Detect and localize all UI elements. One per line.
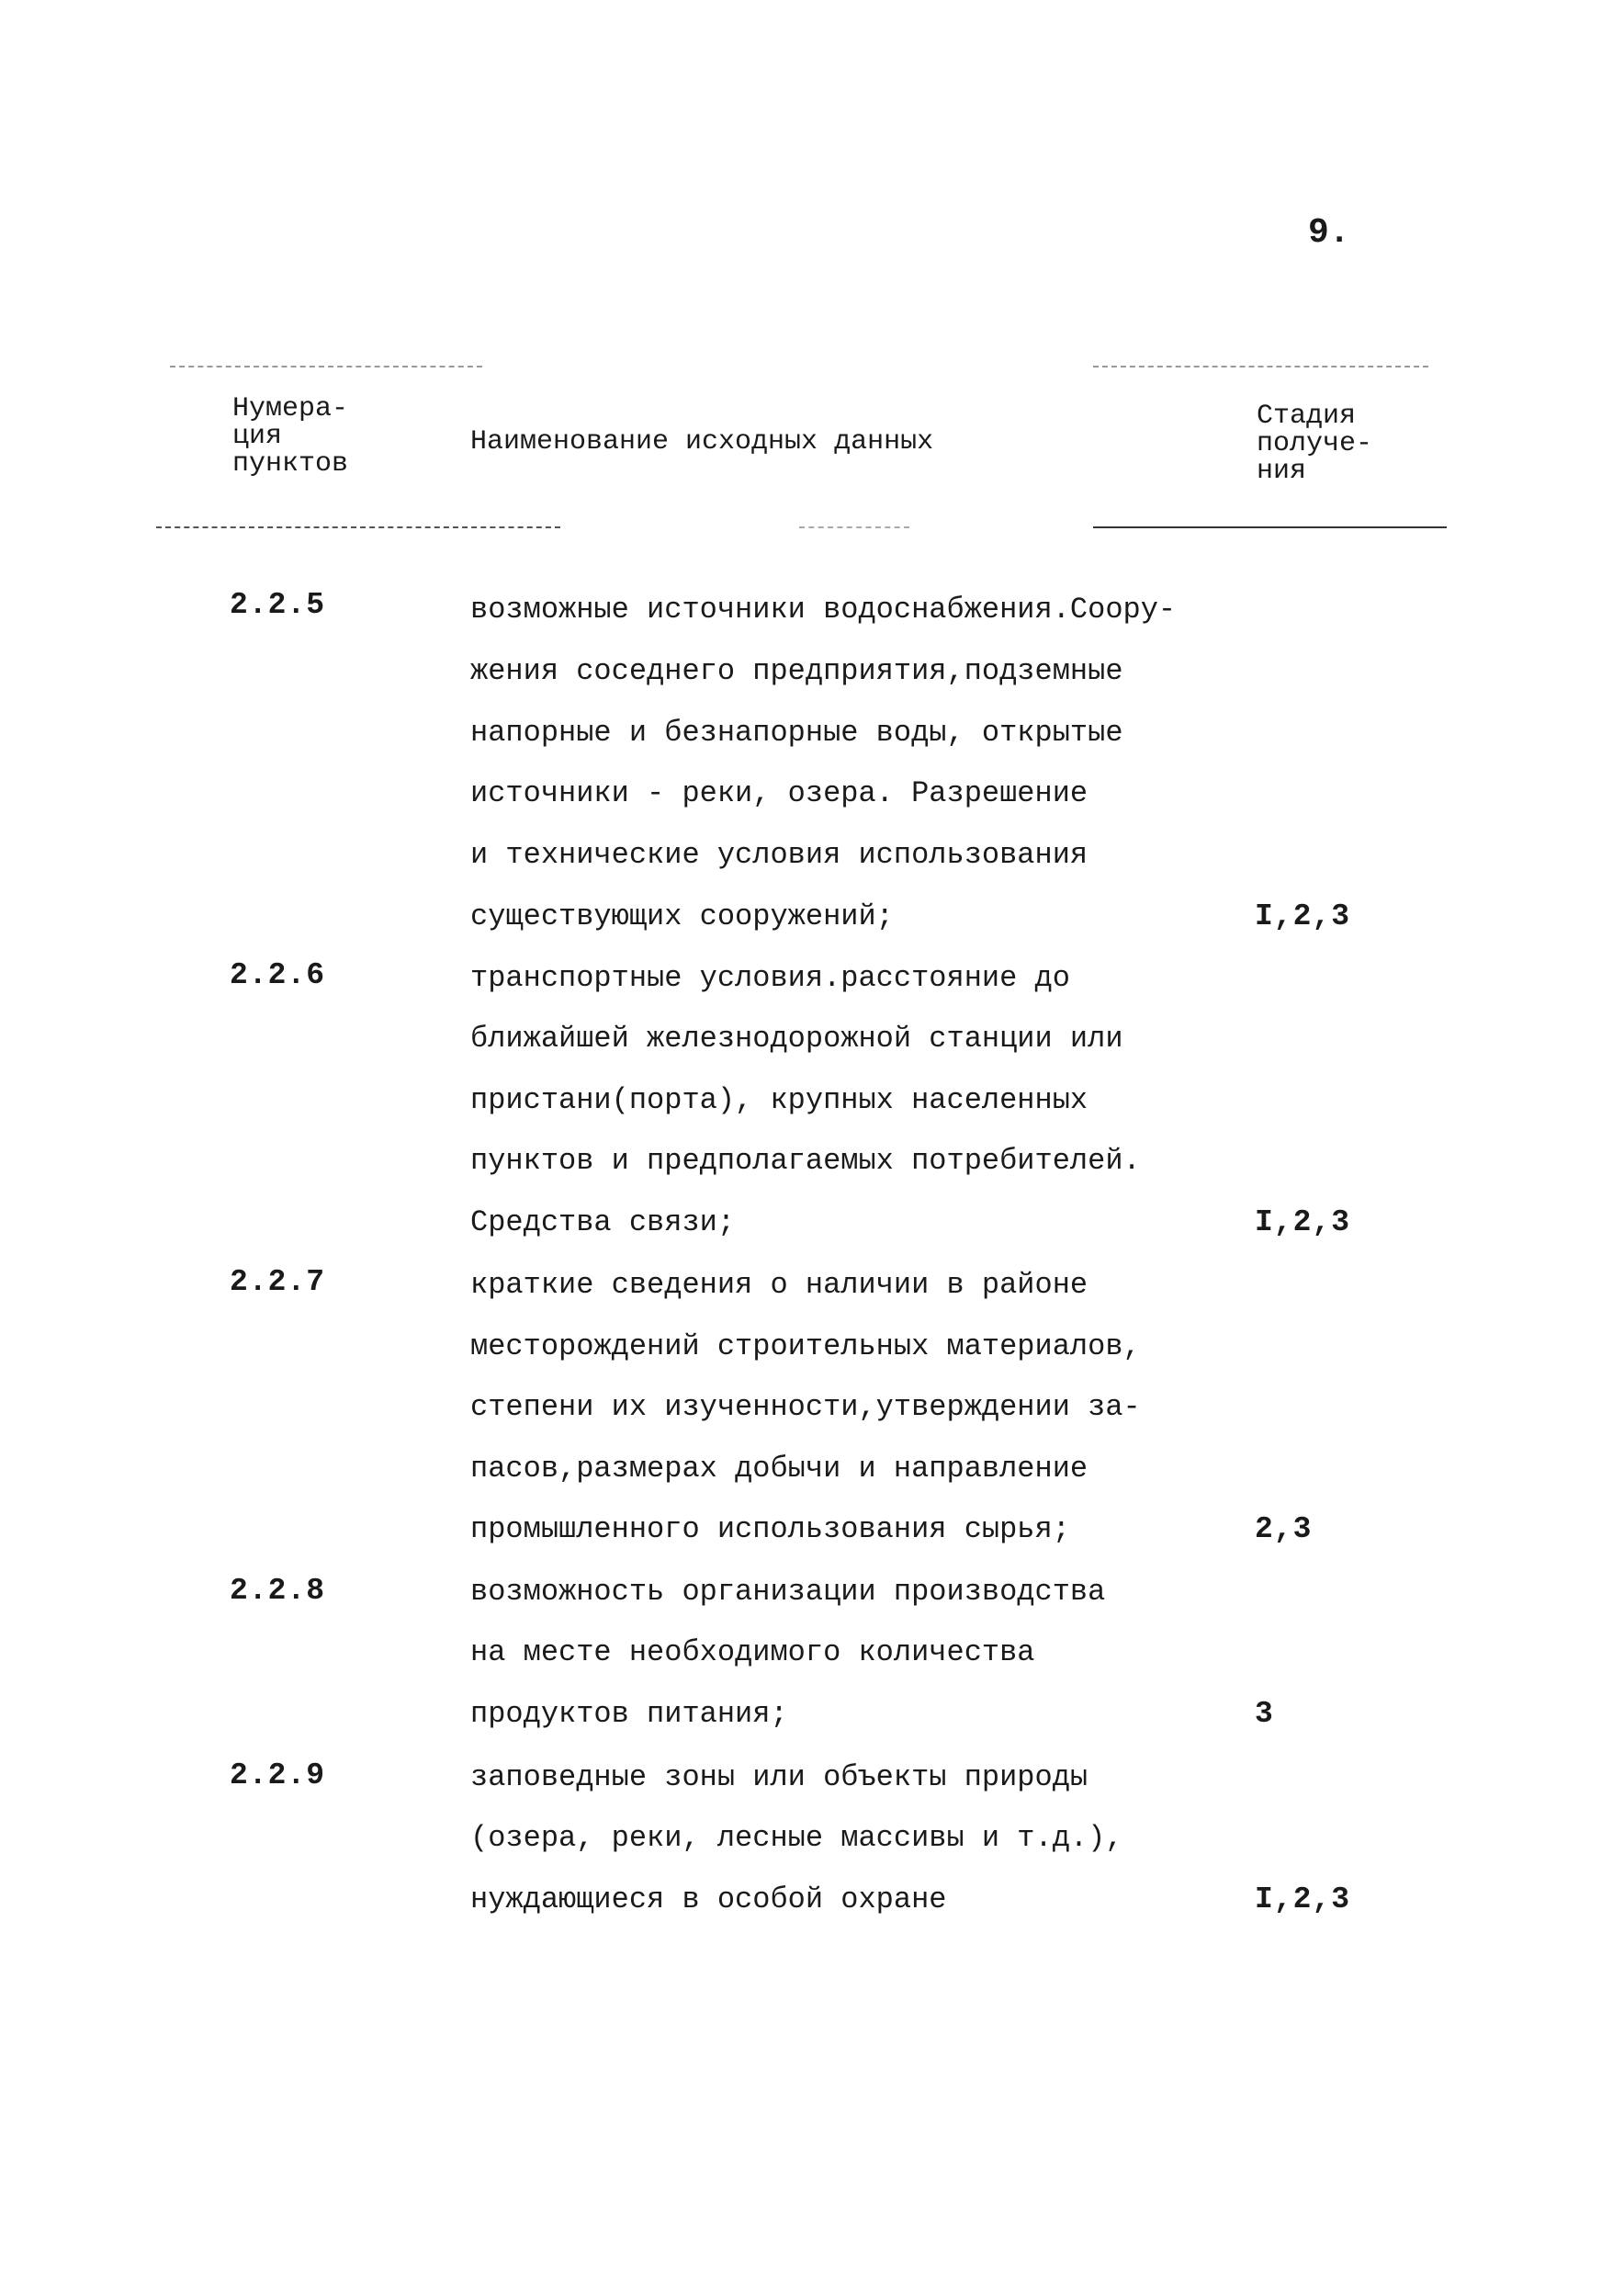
page-number: 9. bbox=[1308, 213, 1350, 253]
row-stage: 3 bbox=[1255, 1697, 1274, 1731]
table-top-rule-left bbox=[170, 366, 482, 367]
row-text-line: пасов,размерах добычи и направление bbox=[470, 1452, 1088, 1486]
table-header-rule-left bbox=[156, 526, 560, 528]
row-text-line: месторождений строительных материалов, bbox=[470, 1329, 1141, 1363]
row-number: 2.2.8 bbox=[230, 1574, 326, 1608]
row-text-line: Средства связи; bbox=[470, 1205, 736, 1239]
header-numbering-line: Нумера- bbox=[232, 393, 349, 424]
header-numbering bbox=[232, 395, 389, 478]
row-text-line: на месте необходимого количества bbox=[470, 1635, 1035, 1669]
row-text-line: (озера, реки, лесные массивы и т.д.), bbox=[470, 1821, 1123, 1855]
row-text-line: продуктов питания; bbox=[470, 1697, 788, 1731]
row-text-line: и технические условия использования bbox=[470, 838, 1088, 872]
row-stage: 2,3 bbox=[1255, 1512, 1313, 1546]
row-number: 2.2.6 bbox=[230, 958, 326, 992]
row-text-line: степени их изученности,утверждении за- bbox=[470, 1390, 1141, 1424]
row-text-line: транспортные условия.расстояние до bbox=[470, 961, 1070, 995]
row-stage: I,2,3 bbox=[1255, 899, 1351, 933]
header-stage-line: получе- bbox=[1257, 428, 1373, 459]
table-header-rule-right bbox=[1093, 526, 1447, 528]
row-text-line: возможные источники водоснабжения.Соору- bbox=[470, 593, 1177, 627]
header-stage bbox=[1257, 402, 1440, 485]
row-text-line: пунктов и предполагаемых потребителей. bbox=[470, 1144, 1141, 1178]
row-number: 2.2.5 bbox=[230, 588, 326, 622]
row-text-line: напорные и безнапорные воды, открытые bbox=[470, 716, 1123, 750]
row-text-line: заповедные зоны или объекты природы bbox=[470, 1760, 1088, 1794]
table-top-rule-right bbox=[1093, 366, 1428, 367]
row-text-line: жения соседнего предприятия,подземные bbox=[470, 654, 1123, 688]
header-numbering-line: ция bbox=[232, 421, 283, 452]
row-text-line: пристани(порта), крупных населенных bbox=[470, 1083, 1088, 1117]
row-stage: I,2,3 bbox=[1255, 1205, 1351, 1239]
header-numbering-line: пунктов bbox=[232, 448, 349, 480]
row-stage: I,2,3 bbox=[1255, 1882, 1351, 1916]
row-text-line: нуждающиеся в особой охране bbox=[470, 1882, 947, 1916]
row-text-line: возможность организации производства bbox=[470, 1575, 1106, 1609]
row-text-line: ближайшей железнодорожной станции или bbox=[470, 1022, 1123, 1056]
header-name: Наименование исходных данных bbox=[470, 426, 934, 458]
row-text-line: источники - реки, озера. Разрешение bbox=[470, 776, 1088, 810]
header-stage-line: ния bbox=[1257, 456, 1307, 487]
row-number: 2.2.7 bbox=[230, 1265, 326, 1299]
header-stage-line: Стадия bbox=[1257, 401, 1357, 432]
row-text-line: существующих сооружений; bbox=[470, 899, 894, 933]
table-header-rule-mid bbox=[799, 526, 909, 528]
row-text-line: промышленного использования сырья; bbox=[470, 1512, 1070, 1546]
row-number: 2.2.9 bbox=[230, 1758, 326, 1792]
row-text-line: краткие сведения о наличии в районе bbox=[470, 1268, 1088, 1302]
